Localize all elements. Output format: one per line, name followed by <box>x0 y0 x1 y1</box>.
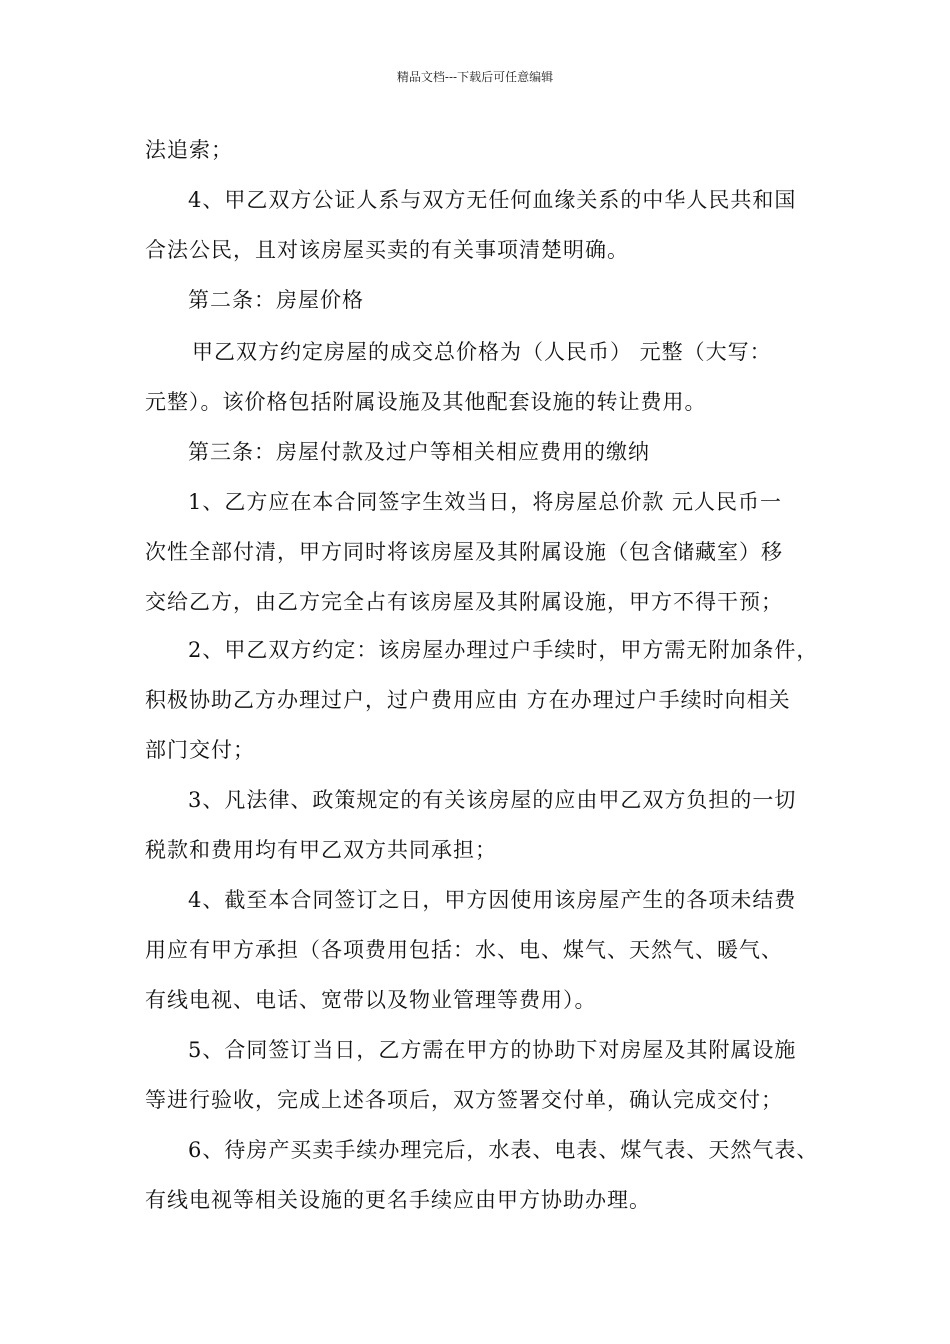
text-line: 积极协助乙方办理过户，过户费用应由 方在办理过户手续时向相关 <box>145 688 791 712</box>
text-line: 1、乙方应在本合同签字生效当日，将房屋总价款 元人民币一 <box>188 490 783 514</box>
section-heading: 第二条：房屋价格 <box>188 288 364 312</box>
text-line: 甲乙双方约定房屋的成交总价格为（人民币） 元整（大写： <box>192 340 772 364</box>
text-line: 6、待房产买卖手续办理完后，水表、电表、煤气表、天然气表、 <box>188 1138 819 1162</box>
text-line: 5、合同签订当日，乙方需在甲方的协助下对房屋及其附属设施 <box>188 1038 797 1062</box>
page-header: 精品文档---下载后可任意编辑 <box>396 70 554 84</box>
text-line: 等进行验收，完成上述各项后，双方签署交付单，确认完成交付； <box>145 1088 783 1112</box>
text-line: 次性全部付清，甲方同时将该房屋及其附属设施（包含储藏室）移 <box>145 540 783 564</box>
section-heading: 第三条：房屋付款及过户等相关相应费用的缴纳 <box>188 440 650 464</box>
text-line: 2、甲乙双方约定：该房屋办理过户手续时，甲方需无附加条件， <box>188 638 819 662</box>
text-line: 4、截至本合同签订之日，甲方因使用该房屋产生的各项未结费 <box>188 888 797 912</box>
text-line: 元整）。该价格包括附属设施及其他配套设施的转让费用。 <box>145 390 707 414</box>
text-line: 合法公民，且对该房屋买卖的有关事项清楚明确。 <box>145 238 629 262</box>
text-line: 法追索； <box>145 138 233 162</box>
text-line: 交给乙方，由乙方完全占有该房屋及其附属设施，甲方不得干预； <box>145 590 783 614</box>
text-line: 税款和费用均有甲乙双方共同承担； <box>145 838 497 862</box>
text-line: 用应有甲方承担（各项费用包括：水、电、煤气、天然气、暖气、 <box>145 938 783 962</box>
text-line: 4、甲乙双方公证人系与双方无任何血缘关系的中华人民共和国 <box>188 188 797 212</box>
text-line: 有线电视等相关设施的更名手续应由甲方协助办理。 <box>145 1188 651 1212</box>
text-line: 部门交付； <box>145 738 255 762</box>
text-line: 3、凡法律、政策规定的有关该房屋的应由甲乙双方负担的一切 <box>188 788 797 812</box>
text-line: 有线电视、电话、宽带以及物业管理等费用）。 <box>145 988 597 1012</box>
